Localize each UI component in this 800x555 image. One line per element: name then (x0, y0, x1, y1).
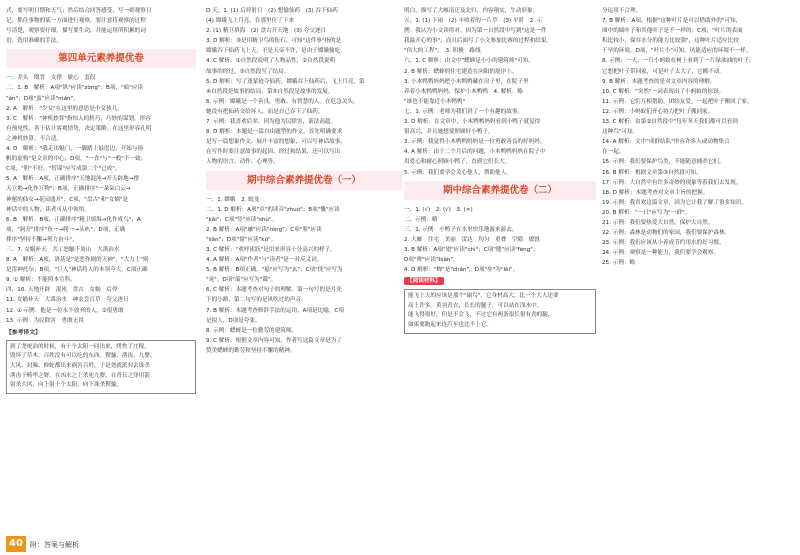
answer-list (6, 73, 196, 325)
text-line: 积比较小，保存水分的能力比较强"，这种叶片适应比较 (602, 38, 739, 45)
text-line: 到了尧统治的时候，有十个太阳一同出来，烤焦了庄稼， (10, 343, 150, 350)
text-line: 五、1. (1) 下雨 (2) 丰收着的一片草 (3) 平时 2. 示 (404, 18, 543, 25)
text-line: 2. (1) 精卫填海 (2) 盘古开天地 (3) 夸父逐日 (206, 28, 327, 35)
text-line: 4. D 解析："蝉"是"chán"，D项"垒"为"lěi"。 (404, 267, 519, 274)
footer-label: 附：答案与解析 (30, 541, 79, 549)
text-line: 3. 示例：我觉得小木鸭鸭妈妈是一位勇敢善良的好妈妈。 (404, 139, 546, 146)
text-line: "liǎn"；D项"窟"应读"kū"。 (206, 236, 277, 243)
text-line: 24. 示例：观察是一种能力，我们要学会观察。 (602, 250, 719, 257)
text-line: 6. B 解析：B项，正确排序"精卫填海→化作成鸟"；A (6, 216, 141, 223)
text-line: 用爱心和耐心照顾小鸭子，直到它们长大。 (404, 159, 511, 166)
reference-translation-box (6, 340, 196, 394)
text-line: 21. 示例：我们要热爱大自然，保护大自然。 (602, 219, 714, 226)
text-line: 3. 小木鸭鸭妈妈把小木鸭鸭藏在房子里，在院子里 (404, 78, 529, 85)
text-line: 3. B 解析：A项"翅"应读"chì"；C项"缝"应读"fèng"； (404, 246, 539, 253)
text-line: 排序"坚持不懈→努力奋斗"。 (6, 236, 78, 243)
text-line: 例：我认为小文读得对，因为第一自然段中写到"这是一件 (404, 28, 547, 35)
section-heading-unit4: 第四单元素养提优卷 (6, 49, 196, 68)
text-line: 6. 示例：嫦娥是一个善良、勇敢、有智慧的人。在危急关头， (206, 98, 359, 105)
text-line: 9. B 解析：本题考查的是对文章内容的理解。 (602, 78, 716, 85)
text-line: 5. D 解析：写了逢蒙抢夺仙药，嫦娥吞下仙药后，飞上月亮，第 (206, 78, 365, 85)
text-line: 2. 大雁 住宅 美丽 雷达 均匀 重叠 空隙 敏锐 (404, 236, 540, 243)
text-line: 8. 示例：蟋蟀是一位勤劳的建筑师。 (206, 327, 298, 334)
text-line: 5. A 解析：A项，正确排序"天地混沌→开天辟地→撑 (6, 176, 139, 183)
text-line: 帆的虚构"是文章的中心；D项，"一直"与"一般"不一致； (6, 156, 147, 163)
answer-column-1 (6, 6, 196, 526)
answer-column-4 (602, 6, 794, 526)
text-line: 这种鸟"可知。 (602, 129, 639, 136)
text-line: 19. 示例：我喜欢这篇文章，因为它让我了解了很多知识。 (602, 199, 747, 206)
text-line: 一、1. (√) 2. (√) 3. (×) (404, 206, 473, 213)
text-line: 二、示例：略 (404, 216, 438, 223)
text-line: 4. D 解析："我走出魁门，一脚踏上悬崖边，开始与扬 (6, 146, 144, 153)
text-line: 写清楚，观察要仔细，描写要生动，并能运用所积累的词 (6, 28, 146, 35)
text-line: 大风、封豨、修蛇都出来祸害百姓。于是尧就派羿去诛杀 (10, 363, 150, 369)
answer-list (206, 6, 402, 168)
text-line: 18. D 解析：本题考查对文章主旨的把握。 (602, 189, 709, 196)
text-line: 6. C 解析：本题考查对句子的理解。第一句写的是月光 (206, 287, 342, 294)
text-line: "kǎi"；C项"竖"应读"shù"。 (206, 216, 278, 223)
text-line: "伟大的工程"。 3. 积极 路线 (404, 48, 481, 55)
text-line: 项，"洞开"排序"鱼一→爬一→头叭"；D项，正确 (6, 226, 126, 233)
text-line: 10. C 解析："突然"一词表现出了小蚂蚁的惊讶。 (602, 88, 725, 95)
text-line: (4) 嫦娥飞上月亮，在那里住了下来 (206, 18, 295, 25)
text-line: 射杀大风，向上射十个太阳，向下诛杀猰貐。 (10, 382, 122, 389)
answer-column-3 (404, 6, 596, 526)
text-line: 二、1. B 解析：A项"纵"应读"zòng"；B项，"暗"应读 (6, 85, 144, 92)
text-line: 在写作时要注意故事的起因、经过和结果，还可以写出 (206, 149, 341, 156)
text-line: 2. A 解析："少女"在这里的意思是小女孩儿。 (6, 105, 123, 112)
text-line: 之神机妙算，不合适。 (6, 135, 62, 142)
text-line: 5. B 解析：B项正确，"悬"应写为"玄"；C项"恍"应写为 (206, 267, 343, 274)
text-line: 3. C 解析："欢呼雀跃"是用来形容十分高兴的样子。 (206, 246, 336, 253)
text-line: 7. 示例：我喜欢后羿，因为他为民除害，箭法高超。 (206, 119, 337, 126)
text-line: 能飞得很好，但是不会飞，不过它有两条很长很有劲的腿， (408, 312, 554, 319)
text-line: 神秘的仙女→花园盛开"；C项，"盘古"和"女娲"是 (6, 196, 129, 203)
text-line: 在一起。 (602, 149, 625, 156)
text-line: 11. 女娲补天 大禹治水 神农尝百草 夸父逐日 (6, 297, 129, 304)
answer-column-2 (206, 6, 402, 526)
text-line: 5. 示例：我们要学会关心他人，帮助他人。 (404, 169, 512, 176)
text-line: 13. 示例：为民除害 勇敢无畏 (6, 317, 84, 324)
text-line: 7. B 解析：本题考查修辞手法的运用。A项是比喻，C项 (206, 307, 344, 314)
text-line: 天立地→化作万物"；B项，正确排序"一朵朵白云→ (6, 186, 131, 193)
text-line: "谁也不能靠近小木鸭鸭" (404, 98, 466, 105)
text-line: 23. 示例：我们应该从小养成节约用水的好习惯。 (602, 240, 725, 247)
text-line: 2. B 解析：A项"融"应读"róng"；C项"脸"应读 (206, 226, 322, 233)
text-line: 2. D 解析：在文章中，小木鸭鸭妈妈看到小鸭子就觉得 (404, 119, 541, 126)
text-line: 是雷神托尔；B项，"巨人"神话将人的本领夸大，C项正确 (6, 267, 148, 274)
text-line: 9. ① 解析：不能照本宣科。 (6, 277, 76, 284)
text-line: 她没有把仙药交给坏人，而是自己吞下了仙药。 (206, 108, 324, 115)
text-line: 很高兴，并且她想要照顾好小鸭子。 (404, 129, 494, 136)
text-line: 凿齿于畴华之野，在凶水之上杀死九婴，在青丘之泽用箭 (10, 372, 150, 379)
reading-material-tag: 【阅读材料】 (404, 277, 444, 285)
text-line: 16. B 解析：根据文章第③自然段可知。 (602, 169, 702, 176)
text-line: 四、10. 天地开辟 混沌 盘古 女娲 后羿 (6, 287, 118, 294)
text-line: 故事的经过，③自然段写了结局。 (206, 68, 290, 75)
text-line: "àn"；D项"蛮"应读"mán"。 (6, 95, 79, 102)
page-footer (0, 533, 800, 555)
section-heading-midterm-1: 期中综合素养提优卷（一） (206, 171, 402, 190)
text-line: 赞美蟋蟀的勤劳和坚持不懈的精神。 (206, 347, 296, 354)
text-line: 4. C 解析：①自然段说明了人物品性，②自然段说明 (206, 58, 336, 65)
text-line: 干旱的环境。D项，"叶片小"可知，风能适应的环境不一样。 (602, 48, 752, 55)
text-line: 12. 示例：小蚂蚁们齐心协力把叶子搬回家。 (602, 108, 714, 115)
text-line: 20. B 解析："一只"应写为"一群"。 (602, 209, 691, 216)
text-line: 22. 示例：森林是动物们的家园，我们要保护森林。 (602, 230, 731, 237)
text-line: 8. 示例：一天，一只小蚂蚁在树上看到了一片绿油油的叶子， (602, 58, 755, 65)
text-line: 分运用不合理。 (602, 8, 642, 14)
text-line: 25. 示例：略 (602, 260, 636, 267)
text-line: D 天，1. (1) 后羿射日 (2) 想偷仙药 (3) 吞下仙药 (206, 8, 338, 14)
text-line: 如果要跑起来连汽车也比不上它。 (408, 322, 492, 329)
text-line: 明白，描写了大雁南迁及北归，内容翔实，生动形象。 (404, 8, 539, 14)
text-line: 3. D 解析：③是用精卫鸟的衔石，可知"这件事"指的是 (206, 38, 342, 45)
text-line: 3. C 解析："神机妙算"指惊人的机巧，巧妙的谋划，形容 (6, 115, 151, 122)
text-line: 人物的语言、动作、心理等。 (206, 159, 279, 166)
answer-list (404, 6, 596, 178)
text-line: 六、1. C 解析：由文中"蟋蟀是小小的建筑师"可知。 (404, 58, 534, 65)
text-line: 13. C 解析：由第②自然段中"每年冬天我们都可以看到 (602, 119, 738, 126)
text-line: 2. B 解析：蟋蟀的住宅建造在向阳的堤岸上。 (404, 68, 518, 75)
text-line: 二、1. D 解析：A项"卓"的读音"zhuó"；B项"慨"应读 (206, 206, 340, 213)
text-line: 养着小木鸭鸭妈妈，保护小木鸭鸭 4. 解析：略 (404, 88, 523, 95)
text-line: 有预见性、善于估计客观情势，决定策略。在这里形容孔明 (6, 125, 152, 132)
text-line: 7. B 解析：A项，根据"这种叶片是可以借助外的"可知， (602, 18, 742, 25)
text-line: "晃"；D项"蔼"应写为"霭"。 (206, 277, 277, 284)
page-number: 40 (6, 536, 26, 552)
text-line: 一、井头 缀背 支撑 敏心 套段 (6, 75, 96, 82)
text-line: 是写一篇想象作文，展开丰富的想象，可以写神话故事。 (206, 139, 346, 146)
text-line: 能飞上天的应该是那个"硕鸟"，它身材高大，比一个大人还要 (408, 293, 559, 300)
text-line: 它想把叶子带回家，可是叶子太大了，它搬不动。 (602, 68, 726, 75)
text-line: 8. D 解析：本题是一篇自由题型的作文，首先明确要求 (206, 129, 343, 136)
text-line: 17. 示例：大自然中有许多奇妙的现象等着我们去发现。 (602, 179, 742, 186)
text-line: 一、1. 嫦娥 2. 蛟龙 (206, 196, 260, 203)
section-heading-midterm-2: 期中综合素养提优卷（二） (404, 181, 596, 200)
text-line: 12. ① 示例：他是一位永不放弃的人。②很勇敢 (6, 307, 124, 314)
answer-list (404, 205, 596, 276)
text-line: 我最开心的事"，而且后面写了小文参加比赛的过程和结果。 (404, 38, 553, 45)
reference-translation-title: 【参考译文】 (6, 329, 41, 336)
text-line: 4. A 解析：A项"作者"与"读者"是一对反义词。 (206, 257, 323, 264)
text-line: 三、7. 女娲补天 共工怒触不周山 大禹治水 (6, 246, 120, 253)
answer-list (206, 195, 402, 357)
text-line: 高上许多。黄羽青衣，长长的腿子，可以站在浅水中。 (408, 302, 543, 309)
text-line: 14. A 解析：文中"成群结队"形容许多人或动物集合 (602, 139, 730, 146)
text-line: C项，"胆"不好，"智谋"应写成第二个"已成"。 (6, 166, 121, 173)
answer-list (602, 6, 794, 268)
text-line: 神话中的人物，读者可从中领悟。 (6, 206, 90, 213)
intro-text (6, 6, 196, 46)
text-line: 15. 示例：我们要保护鸟类，不能随意捕杀它们。 (602, 159, 725, 166)
text-line: D项"辨"应读"biàn"。 (404, 257, 459, 264)
text-line: 记。抓住事物的某一方面进行观察，要注意将观察的过程 (6, 18, 146, 25)
text-line: 语，选用准确的手法。 (6, 38, 62, 45)
text-line: 毁坏了草木，百姓没有可以吃的东西。猰貐、凿齿、九婴、 (10, 353, 156, 360)
text-line: 七、1. 示例：老师为我们讲了一个有趣的故事。 (404, 108, 523, 115)
text-line: 8. A 解析：A项，洛基是"是恶作剧的天神"，"大力士"则 (6, 257, 149, 264)
text-line: 4. A 解析：由于二个月后的问题，小木鸭鸭妈妈在院子中 (404, 149, 546, 156)
text-line: 9. C 解析：根据文章内容可知，作者写这篇文章是为了 (206, 337, 342, 344)
text-line: ④自然段是故事的结局，第⑤自然段是故事的发展。 (206, 88, 334, 95)
reading-material-box (404, 289, 596, 333)
text-line: 下的小路，第二句写的是风吹过的声音。 (206, 297, 307, 304)
text-line: 三、1. 示例：小鸭子在水里快乐地游来游去。 (404, 226, 518, 233)
text-line: 图中的圆叶子和其他叶子是不一样的；C项，"叶片的表面 (602, 28, 743, 35)
text-line: 式，要写明日期和天气；然后结合回答感受，写一则观察日 (6, 8, 152, 14)
text-line: 是拟人，D项是夸张。 (206, 317, 261, 324)
text-line: 嫦娥吞下仙药飞上天，不是天帝不许，是由于嫦娥偷吃 (206, 48, 341, 55)
text-line: 11. 示例：它们互相帮助，团结友爱，一起把叶子搬回了家。 (602, 98, 753, 105)
